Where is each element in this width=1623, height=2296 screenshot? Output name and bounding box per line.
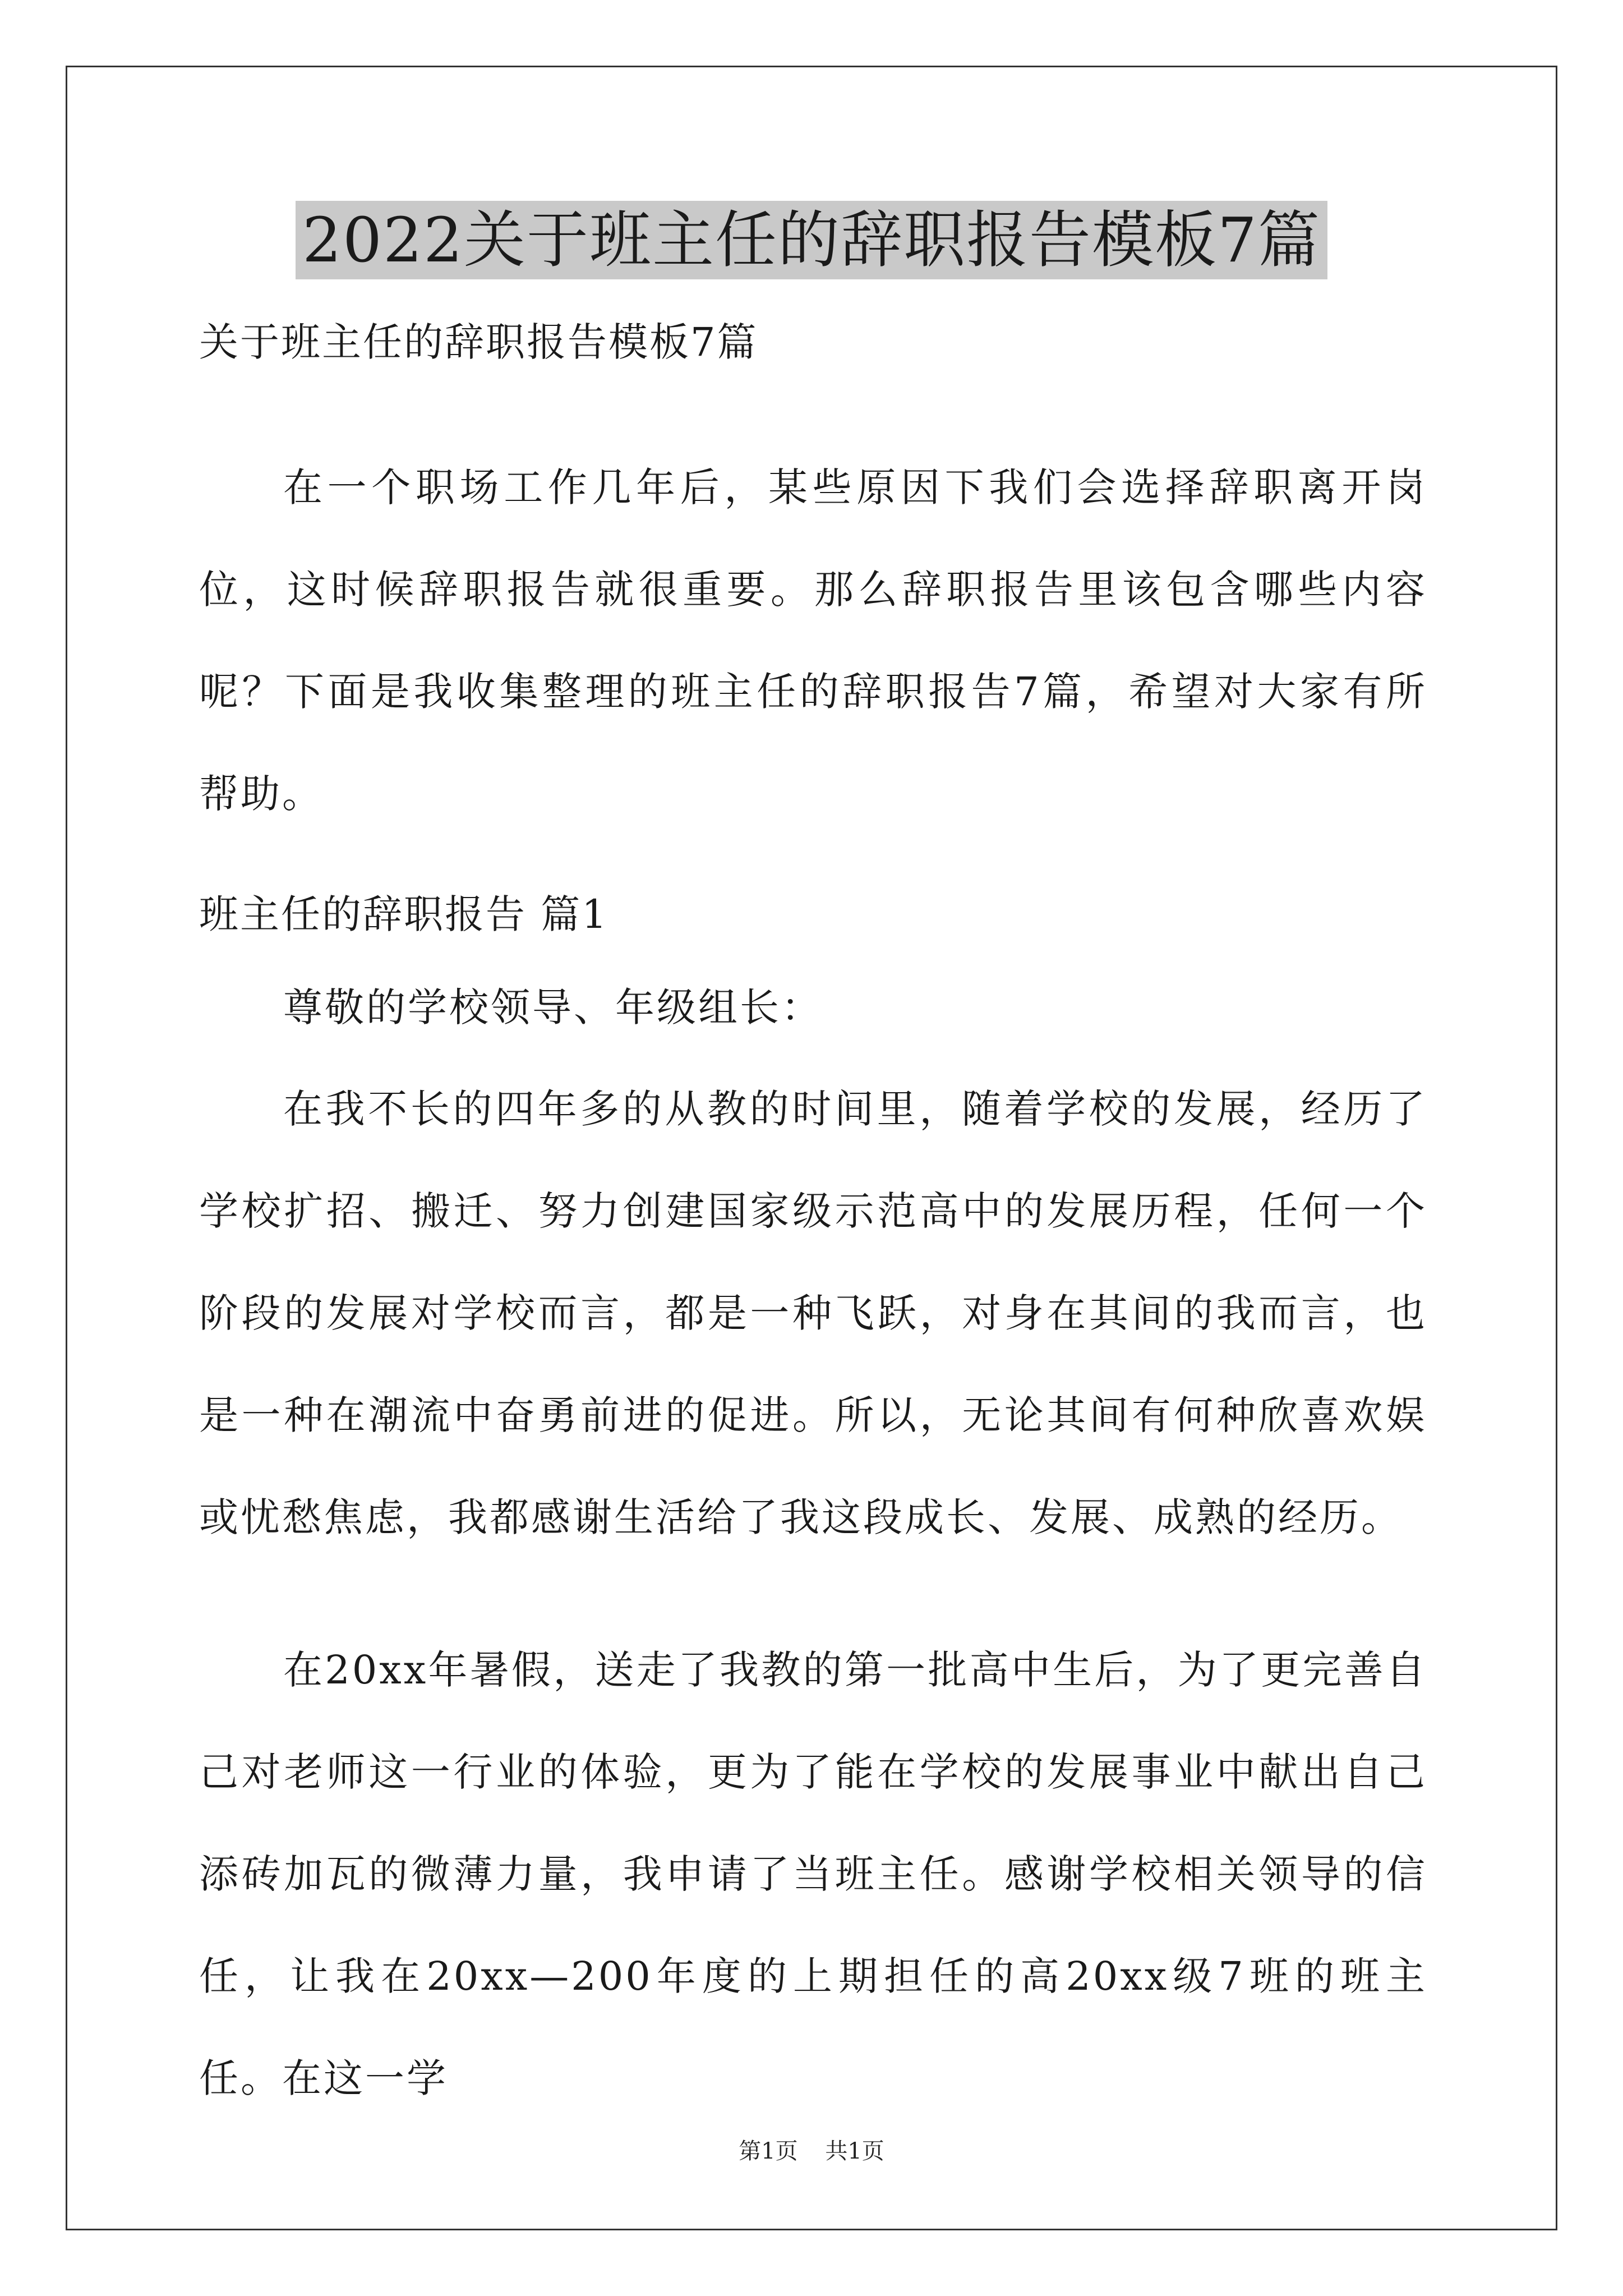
document-subtitle: 关于班主任的辞职报告模板7篇 xyxy=(199,319,758,365)
intro-paragraph: 在一个职场工作几年后，某些原因下我们会选择辞职离开岗位，这时候辞职报告就很重要。那么辞职报告里该包含哪些内容呢？下面是我收集整理的班主任的辞职报告7篇，希望对大家有所帮助。 xyxy=(199,464,1427,817)
page-total: 共1页 xyxy=(825,2138,884,2164)
page-number: 第1页 xyxy=(739,2138,798,2164)
title-container xyxy=(0,201,1623,279)
page-footer xyxy=(0,2134,1623,2168)
section-heading: 班主任的辞职报告 篇1 xyxy=(199,891,608,937)
body-paragraph-2: 在20xx年暑假，送走了我教的第一批高中生后，为了更完善自己对老师这一行业的体验，更为了能在学校的发展事业中献出自己添砖加瓦的微薄力量，我申请了当班主任。感谢学校相关领导的信任，让我在20xx—200年度的上期担任的高20xx级7班的班主任。在这一学 xyxy=(199,1647,1427,2101)
salutation: 尊敬的学校领导、年级组长： xyxy=(283,984,823,1030)
document-title: 2022关于班主任的辞职报告模板7篇 xyxy=(296,201,1327,279)
body-paragraph-1: 在我不长的四年多的从教的时间里，随着学校的发展，经历了学校扩招、搬迁、努力创建国家级示范高中的发展历程，任何一个阶段的发展对学校而言，都是一种飞跃，对身在其间的我而言，也是一种在潮流中奋勇前进的促进。所以，无论其间有何种欣喜欢娱或忧愁焦虑，我都感谢生活给了我这段成长、发展、成熟的经历。 xyxy=(199,1086,1427,1540)
